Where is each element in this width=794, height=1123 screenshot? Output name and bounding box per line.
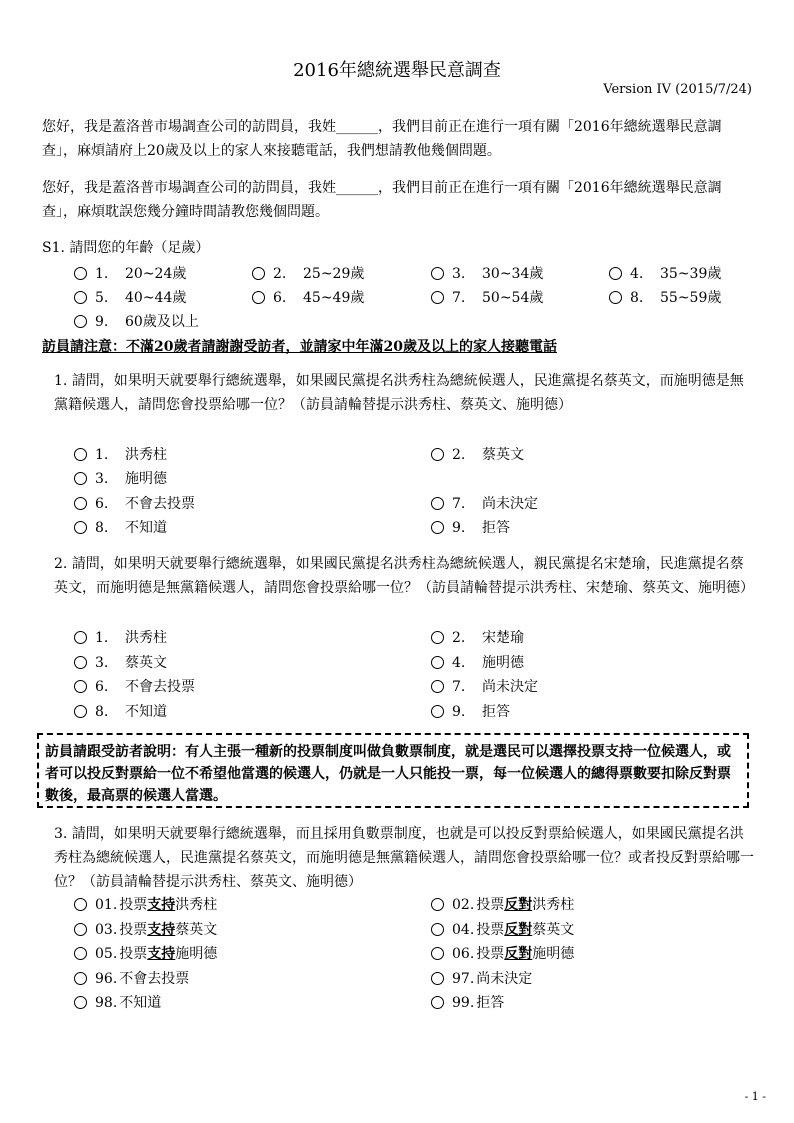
option-label-post: 施明德 bbox=[532, 946, 575, 962]
option-number: 3. bbox=[452, 266, 466, 282]
option-label: 不會去投票 bbox=[125, 679, 195, 695]
option-number: 6. bbox=[273, 290, 287, 306]
option-number: 7. bbox=[452, 290, 466, 306]
question-2-label: 2. bbox=[54, 556, 68, 572]
option-label-pre: 投票 bbox=[476, 921, 505, 938]
option-label-em: 反對 bbox=[504, 946, 533, 962]
radio-button[interactable] bbox=[74, 680, 87, 693]
option-label-em: 支持 bbox=[147, 946, 176, 962]
question-3 bbox=[42, 822, 754, 894]
page-title: 2016年總統選舉民意調查 bbox=[293, 60, 501, 81]
radio-button[interactable] bbox=[252, 291, 265, 304]
answer-option[interactable] bbox=[74, 991, 161, 1015]
option-number: 2. bbox=[273, 266, 287, 282]
option-label: 施明德 bbox=[125, 471, 167, 487]
radio-button[interactable] bbox=[609, 267, 622, 280]
answer-option[interactable] bbox=[74, 626, 167, 650]
option-number: 7. bbox=[452, 496, 466, 512]
answer-option[interactable] bbox=[431, 918, 574, 942]
option-label: 30~34歲 bbox=[482, 266, 544, 282]
radio-button[interactable] bbox=[74, 497, 87, 510]
option-number: 8. bbox=[95, 520, 109, 536]
option-label-pre: 投票 bbox=[119, 946, 148, 962]
option-number: 6. bbox=[95, 679, 109, 695]
option-label: 55~59歲 bbox=[660, 290, 722, 306]
option-label-post: 施明德 bbox=[175, 946, 218, 962]
option-label-em: 反對 bbox=[504, 921, 533, 938]
radio-button[interactable] bbox=[431, 996, 444, 1009]
question-s1-text: 請問您的年齡（足歲） bbox=[69, 240, 210, 256]
radio-button[interactable] bbox=[74, 521, 87, 534]
radio-button[interactable] bbox=[252, 267, 265, 280]
option-label-post: 蔡英文 bbox=[532, 921, 575, 938]
option-number: 97. bbox=[452, 970, 475, 987]
option-number: 4. bbox=[452, 654, 466, 671]
option-number: 6. bbox=[95, 496, 109, 512]
question-3-label: 3. bbox=[54, 826, 68, 842]
option-label-pre: 不知道 bbox=[119, 995, 162, 1011]
option-label: 25~29歲 bbox=[303, 266, 365, 282]
radio-button[interactable] bbox=[431, 705, 444, 718]
radio-button[interactable] bbox=[431, 631, 444, 644]
option-number: 05. bbox=[95, 946, 118, 962]
option-number: 01. bbox=[95, 897, 118, 913]
option-number: 8. bbox=[95, 703, 109, 720]
option-label: 20~24歲 bbox=[125, 266, 187, 282]
radio-button[interactable] bbox=[74, 315, 87, 328]
radio-button[interactable] bbox=[74, 291, 87, 304]
option-number: 98. bbox=[95, 995, 118, 1011]
radio-button[interactable] bbox=[74, 996, 87, 1009]
option-label: 60歲及以上 bbox=[125, 314, 199, 330]
radio-button[interactable] bbox=[74, 656, 87, 669]
radio-button[interactable] bbox=[74, 972, 87, 985]
option-label-post: 蔡英文 bbox=[175, 921, 218, 938]
answer-option[interactable] bbox=[609, 262, 721, 286]
option-label: 拒答 bbox=[482, 520, 510, 536]
radio-button[interactable] bbox=[74, 267, 87, 280]
option-label-pre: 投票 bbox=[119, 897, 148, 913]
question-1 bbox=[42, 369, 754, 417]
radio-button[interactable] bbox=[431, 898, 444, 911]
radio-button[interactable] bbox=[431, 291, 444, 304]
option-label-em: 支持 bbox=[147, 897, 176, 913]
answer-option[interactable] bbox=[74, 967, 189, 991]
answer-option[interactable] bbox=[431, 651, 524, 675]
version-label: Version IV (2015/7/24) bbox=[603, 82, 752, 97]
answer-option[interactable] bbox=[431, 626, 524, 650]
option-number: 02. bbox=[452, 897, 475, 913]
question-3-text: 請問，如果明天就要舉行總統選舉，而且採用負數票制度，也就是可以投反對票給候選人，如果國民黨提名洪秀柱為總統候選人，民進黨提名蔡英文，而施明德是無黨籍候選人，請問您會投票給哪一位？或者投反對票給哪一位？（訪員請輪替提示洪秀柱、蔡英文、施明德） bbox=[54, 826, 754, 890]
option-label: 洪秀柱 bbox=[125, 447, 167, 463]
radio-button[interactable] bbox=[74, 923, 87, 936]
option-number: 04. bbox=[452, 921, 475, 938]
question-2-text: 請問，如果明天就要舉行總統選舉，如果國民黨提名洪秀柱為總統候選人，親民黨提名宋楚瑜，民進黨提名蔡英文，而施明德是無黨籍候選人，請問您會投票給哪一位？（訪員請輪替提示洪秀柱、宋楚瑜、蔡英文、施明德） bbox=[54, 556, 754, 596]
radio-button[interactable] bbox=[74, 631, 87, 644]
intro-paragraph-2: 您好，我是蓋洛普市場調查公司的訪問員，我姓______，我們目前正在進行一項有關「2016年總統選舉民意調查」，麻煩耽誤您幾分鐘時間請教您幾個問題。 bbox=[42, 180, 722, 220]
answer-option[interactable] bbox=[431, 700, 510, 724]
answer-option[interactable] bbox=[431, 492, 538, 516]
option-label: 45~49歲 bbox=[303, 290, 365, 306]
option-label: 宋楚瑜 bbox=[482, 630, 524, 646]
option-label: 蔡英文 bbox=[125, 654, 167, 671]
option-number: 5. bbox=[95, 290, 109, 306]
radio-button[interactable] bbox=[74, 448, 87, 461]
option-number: 7. bbox=[452, 679, 466, 695]
option-number: 99. bbox=[452, 995, 475, 1011]
question-2 bbox=[42, 552, 754, 600]
answer-option[interactable] bbox=[74, 286, 186, 310]
option-number: 8. bbox=[630, 290, 644, 306]
radio-button[interactable] bbox=[431, 497, 444, 510]
option-number: 3. bbox=[95, 471, 109, 487]
radio-button[interactable] bbox=[74, 898, 87, 911]
radio-button[interactable] bbox=[74, 705, 87, 718]
radio-button[interactable] bbox=[609, 291, 622, 304]
option-number: 06. bbox=[452, 946, 475, 962]
option-label-pre: 不會去投票 bbox=[119, 970, 190, 987]
option-number: 4. bbox=[630, 266, 644, 282]
answer-option[interactable] bbox=[431, 675, 538, 699]
option-label-pre: 投票 bbox=[119, 921, 148, 938]
option-label: 不知道 bbox=[125, 520, 167, 536]
option-number: 03. bbox=[95, 921, 118, 938]
option-label-post: 洪秀柱 bbox=[175, 897, 218, 913]
option-number: 9. bbox=[452, 520, 466, 536]
option-label: 不會去投票 bbox=[125, 496, 195, 512]
option-label: 35~39歲 bbox=[660, 266, 722, 282]
answer-option[interactable] bbox=[74, 516, 167, 540]
radio-button[interactable] bbox=[431, 521, 444, 534]
option-label-pre: 投票 bbox=[476, 946, 505, 962]
answer-option[interactable] bbox=[74, 700, 167, 724]
question-s1 bbox=[42, 236, 754, 260]
answer-option[interactable] bbox=[252, 286, 364, 310]
option-label: 尚未決定 bbox=[482, 679, 538, 695]
option-label-pre: 尚未決定 bbox=[476, 970, 533, 987]
answer-option[interactable] bbox=[74, 310, 199, 334]
option-number: 2. bbox=[452, 630, 466, 646]
answer-option[interactable] bbox=[74, 918, 217, 942]
option-label: 尚未決定 bbox=[482, 496, 538, 512]
radio-button[interactable] bbox=[431, 448, 444, 461]
option-label: 40~44歲 bbox=[125, 290, 187, 306]
radio-button[interactable] bbox=[431, 680, 444, 693]
option-number: 9. bbox=[452, 703, 466, 720]
answer-option[interactable] bbox=[74, 262, 186, 286]
question-1-text: 請問，如果明天就要舉行總統選舉，如果國民黨提名洪秀柱為總統候選人，民進黨提名蔡英文，而施明德是無黨籍候選人，請問您會投票給哪一位？（訪員請輪替提示洪秀柱、蔡英文、施明德） bbox=[54, 373, 744, 413]
option-label-em: 反對 bbox=[504, 897, 533, 913]
answer-option[interactable] bbox=[74, 893, 217, 917]
answer-option[interactable] bbox=[74, 467, 167, 491]
explanation-box: 訪員請跟受訪者說明：有人主張一種新的投票制度叫做負數票制度，就是選民可以選擇投票支持一位候選人，或者可以投反對票給一位不希望他當選的候選人，仍就是一人只能投一票，每一位候選人的總得票數要扣除反對票數後，最高票的候選人當選。 bbox=[37, 733, 749, 808]
answer-option[interactable] bbox=[431, 991, 504, 1015]
answer-option[interactable] bbox=[431, 893, 574, 917]
option-label: 洪秀柱 bbox=[125, 630, 167, 646]
answer-option[interactable] bbox=[74, 942, 217, 966]
answer-option[interactable] bbox=[609, 286, 721, 310]
answer-option[interactable] bbox=[252, 262, 364, 286]
option-number: 3. bbox=[95, 654, 109, 671]
intro-paragraph-1: 您好，我是蓋洛普市場調查公司的訪問員，我姓______，我們目前正在進行一項有關「2016年總統選舉民意調查」，麻煩請府上20歲及以上的家人來接聽電話，我們想請教他幾個問題。 bbox=[42, 119, 722, 159]
radio-button[interactable] bbox=[431, 267, 444, 280]
page-number: - 1 - bbox=[744, 1090, 766, 1103]
answer-option[interactable] bbox=[74, 651, 167, 675]
question-s1-label: S1. bbox=[42, 240, 65, 256]
radio-button[interactable] bbox=[74, 472, 87, 485]
option-label: 不知道 bbox=[125, 703, 167, 720]
option-number: 96. bbox=[95, 970, 118, 987]
option-label: 50~54歲 bbox=[482, 290, 544, 306]
radio-button[interactable] bbox=[431, 923, 444, 936]
option-label-post: 洪秀柱 bbox=[532, 897, 575, 913]
answer-option[interactable] bbox=[431, 262, 543, 286]
option-number: 1. bbox=[95, 447, 109, 463]
answer-option[interactable] bbox=[74, 492, 195, 516]
option-label: 蔡英文 bbox=[482, 447, 524, 463]
answer-option[interactable] bbox=[74, 443, 167, 467]
option-label: 施明德 bbox=[482, 654, 524, 671]
answer-option[interactable] bbox=[431, 942, 574, 966]
option-number: 1. bbox=[95, 266, 109, 282]
radio-button[interactable] bbox=[431, 947, 444, 960]
answer-option[interactable] bbox=[74, 675, 195, 699]
interviewer-note: 訪員請注意：不滿20歲者請謝謝受訪者，並請家中年滿20歲及以上的家人接聽電話 bbox=[42, 339, 557, 355]
answer-option[interactable] bbox=[431, 967, 532, 991]
option-label-em: 支持 bbox=[147, 921, 176, 938]
radio-button[interactable] bbox=[74, 947, 87, 960]
option-number: 1. bbox=[95, 630, 109, 646]
answer-option[interactable] bbox=[431, 516, 510, 540]
radio-button[interactable] bbox=[431, 972, 444, 985]
option-label: 拒答 bbox=[482, 703, 510, 720]
question-1-label: 1. bbox=[54, 373, 68, 389]
answer-option[interactable] bbox=[431, 443, 524, 467]
radio-button[interactable] bbox=[431, 656, 444, 669]
option-label-pre: 投票 bbox=[476, 897, 505, 913]
option-number: 9. bbox=[95, 314, 109, 330]
answer-option[interactable] bbox=[431, 286, 543, 310]
option-label-pre: 拒答 bbox=[476, 995, 505, 1011]
option-number: 2. bbox=[452, 447, 466, 463]
